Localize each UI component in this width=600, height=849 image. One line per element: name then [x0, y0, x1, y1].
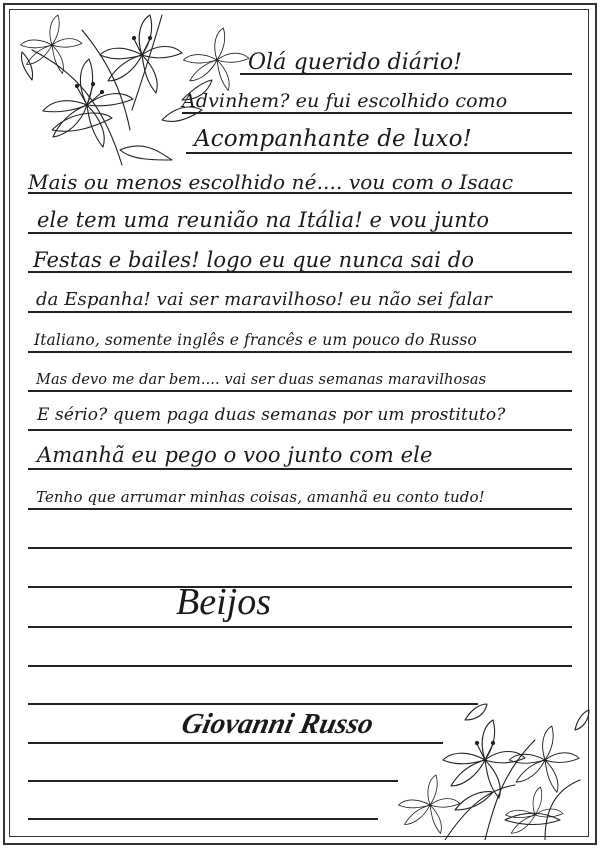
- diary-line: ele tem uma reunião na Itália! e vou junto: [37, 208, 490, 232]
- diary-line: Olá querido diário!: [248, 50, 463, 75]
- ruled-line: [28, 232, 572, 234]
- diary-line: Advinhem? eu fui escolhido como: [182, 90, 508, 112]
- diary-line: Acompanhante de luxo!: [194, 126, 472, 152]
- diary-line: Festas e bailes! logo eu que nunca sai do: [33, 248, 475, 272]
- ruled-line: [28, 468, 572, 470]
- ruled-line: [28, 429, 572, 431]
- ruled-line: [28, 311, 572, 313]
- ruled-line: [28, 742, 443, 744]
- ruled-line: [28, 586, 572, 588]
- lily-flowers-icon: [385, 700, 590, 840]
- ruled-line: [28, 390, 572, 392]
- diary-line: Italiano, somente inglês e francês e um pouco do Russo: [34, 331, 477, 349]
- ruled-line: [28, 818, 378, 820]
- ruled-line: [28, 780, 398, 782]
- diary-line: Tenho que arrumar minhas coisas, amanhã eu conto tudo!: [36, 488, 485, 506]
- lily-flowers-icon: [12, 10, 252, 170]
- diary-line: Mas devo me dar bem.... vai ser duas semanas maravilhosas: [36, 372, 487, 388]
- diary-line: Mais ou menos escolhido né.... vou com o Isaac: [28, 170, 514, 194]
- diary-line: E sério? quem paga duas semanas por um prostituto?: [37, 405, 506, 425]
- ruled-line: [28, 665, 572, 667]
- diary-line: da Espanha! vai ser maravilhoso! eu não sei falar: [36, 289, 492, 310]
- signature: Giovanni Russo: [178, 708, 377, 740]
- ruled-line: [28, 547, 572, 549]
- ruled-line: [28, 351, 572, 353]
- ruled-line: [28, 508, 572, 510]
- closing-text: Beijos: [176, 581, 271, 623]
- diary-line: Amanhã eu pego o voo junto com ele: [37, 443, 433, 467]
- ruled-line: [28, 626, 572, 628]
